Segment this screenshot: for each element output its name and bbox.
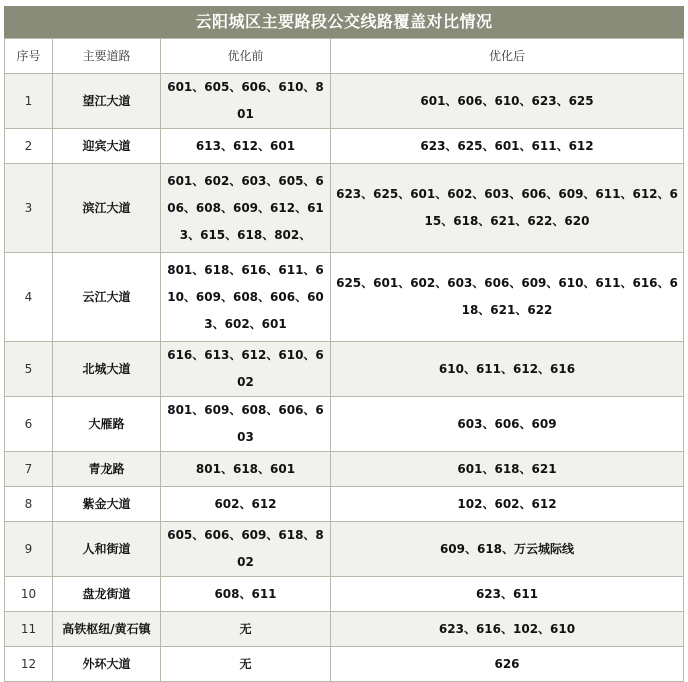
row-before: 605、606、609、618、802 [161,522,331,577]
row-road: 紫金大道 [53,487,161,522]
row-before: 608、611 [161,577,331,612]
row-after: 610、611、612、616 [331,342,684,397]
row-before: 616、613、612、610、602 [161,342,331,397]
row-before: 无 [161,612,331,647]
row-after: 623、611 [331,577,684,612]
row-road: 人和街道 [53,522,161,577]
header-road: 主要道路 [53,39,161,74]
row-road: 外环大道 [53,647,161,682]
row-after: 623、616、102、610 [331,612,684,647]
row-road: 云江大道 [53,253,161,342]
table-title: 云阳城区主要路段公交线路覆盖对比情况 [4,6,684,38]
row-road: 青龙路 [53,452,161,487]
row-after: 623、625、601、602、603、606、609、611、612、615、618、621、622、620 [331,164,684,253]
row-no: 8 [5,487,53,522]
row-no: 4 [5,253,53,342]
row-no: 12 [5,647,53,682]
row-road: 盘龙街道 [53,577,161,612]
table-row [5,612,684,647]
table-row [5,452,684,487]
header-row [5,39,684,74]
row-before: 601、602、603、605、606、608、609、612、613、615、618、802、 [161,164,331,253]
row-no: 9 [5,522,53,577]
row-after: 626 [331,647,684,682]
table-row [5,129,684,164]
table-row [5,253,684,342]
row-no: 2 [5,129,53,164]
row-road: 大雁路 [53,397,161,452]
row-no: 1 [5,74,53,129]
table-row [5,647,684,682]
table-row [5,342,684,397]
row-road: 望江大道 [53,74,161,129]
table-row [5,74,684,129]
row-after: 623、625、601、611、612 [331,129,684,164]
row-no: 3 [5,164,53,253]
table-row [5,164,684,253]
row-road: 北城大道 [53,342,161,397]
row-road: 迎宾大道 [53,129,161,164]
row-no: 10 [5,577,53,612]
coverage-table [4,38,684,682]
row-after: 625、601、602、603、606、609、610、611、616、618、621、622 [331,253,684,342]
row-after: 603、606、609 [331,397,684,452]
row-before: 601、605、606、610、801 [161,74,331,129]
header-after: 优化后 [331,39,684,74]
row-before: 602、612 [161,487,331,522]
row-before: 801、618、601 [161,452,331,487]
row-before: 613、612、601 [161,129,331,164]
table-row [5,577,684,612]
row-road: 滨江大道 [53,164,161,253]
table-row [5,522,684,577]
row-no: 11 [5,612,53,647]
header-before: 优化前 [161,39,331,74]
row-after: 609、618、万云城际线 [331,522,684,577]
row-after: 601、606、610、623、625 [331,74,684,129]
bus-coverage-table-container [4,6,684,682]
row-no: 6 [5,397,53,452]
row-before: 801、618、616、611、610、609、608、606、603、602、601 [161,253,331,342]
row-after: 102、602、612 [331,487,684,522]
row-before: 801、609、608、606、603 [161,397,331,452]
table-row [5,487,684,522]
row-before: 无 [161,647,331,682]
table-row [5,397,684,452]
row-road: 高铁枢纽/黄石镇 [53,612,161,647]
row-after: 601、618、621 [331,452,684,487]
row-no: 5 [5,342,53,397]
header-no: 序号 [5,39,53,74]
row-no: 7 [5,452,53,487]
